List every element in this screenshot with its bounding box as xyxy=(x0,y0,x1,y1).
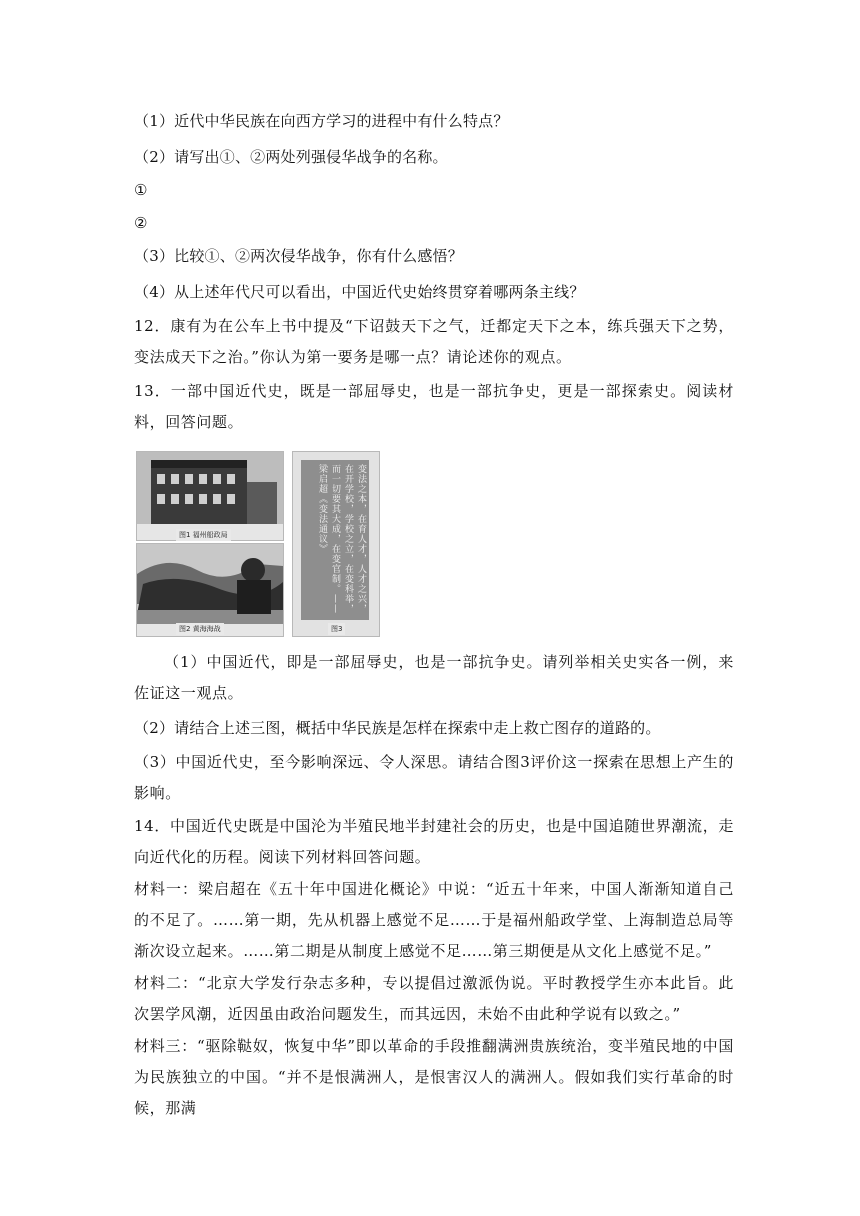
q11-blank1: ① xyxy=(134,181,148,199)
q13-question: 13．一部中国近代史，既是一部屈辱史，也是一部抗争史，更是一部探索史。阅读材料，回答问题。 xyxy=(134,382,734,431)
fig1-image xyxy=(136,451,284,541)
fig1-caption: 图1 福州船政局 xyxy=(176,529,231,541)
q13-figures xyxy=(132,449,384,637)
q11-sub4: （4）从上述年代尺可以看出，中国近代史始终贯穿着哪两条主线？ xyxy=(134,283,585,301)
fig2-caption: 图2 黄海海战 xyxy=(176,623,224,635)
q14-material3: 材料三：“驱除鞑奴，恢复中华”即以革命的手段推翻满洲贵族统治，变半殖民地的中国为民族独立的中国。“并不是恨满洲人，是恨害汉人的满洲人。假如我们实行革命的时候，那满 xyxy=(134,1037,734,1117)
q11-sub2: （2）请写出①、②两处列强侵华战争的名称。 xyxy=(134,148,448,166)
q14-material1: 材料一：梁启超在《五十年中国进化概论》中说：“近五十年来，中国人渐渐知道自己的不足了。……第一期，先从机器上感觉不足……于是福州船政学堂、上海制造总局等渐次设立起来。……第二期是从制度上感觉不足……第三期便是从文化上感觉不足。” xyxy=(134,880,734,960)
q11-blank2: ② xyxy=(134,214,148,232)
q11-sub3: （3）比较①、②两次侵华战争，你有什么感悟？ xyxy=(134,247,463,265)
q13-sub1: （1）中国近代，即是一部屈辱史，也是一部抗争史。请列举相关史实各一例，来佐证这一观点。 xyxy=(134,653,734,702)
q13-sub3: （3）中国近代史，至今影响深远、令人深思。请结合图3评价这一探索在思想上产生的影响。 xyxy=(134,753,734,802)
fig3-text: 变法之本，在育人才，人才之兴，在开学校，学校之立，在变科举，而一切要其大成，在变官制。——梁启超《变法通议》 xyxy=(317,464,366,614)
q11-sub1: （1）近代中华民族在向西方学习的进程中有什么特点？ xyxy=(134,112,509,130)
q12-question: 12．康有为在公车上书中提及“下诏鼓天下之气，迁都定天下之本，练兵强天下之势，变法成天下之治。”你认为第一要务是哪一点？请论述你的观点。 xyxy=(134,317,734,366)
q14-question: 14．中国近代史既是中国沦为半殖民地半封建社会的历史，也是中国追随世界潮流，走向近代化的历程。阅读下列材料回答问题。 xyxy=(134,817,734,866)
q14-material2: 材料二：“北京大学发行杂志多种，专以提倡过激派伪说。平时教授学生亦本此旨。此次罢学风潮，近因虽由政治问题发生，而其远因，未始不由此种学说有以致之。” xyxy=(134,974,734,1023)
fig3-caption: 图3 xyxy=(328,623,345,635)
fig3-image xyxy=(292,451,380,637)
q13-sub2: （2）请结合上述三图，概括中华民族是怎样在探索中走上救亡图存的道路的。 xyxy=(134,719,661,737)
